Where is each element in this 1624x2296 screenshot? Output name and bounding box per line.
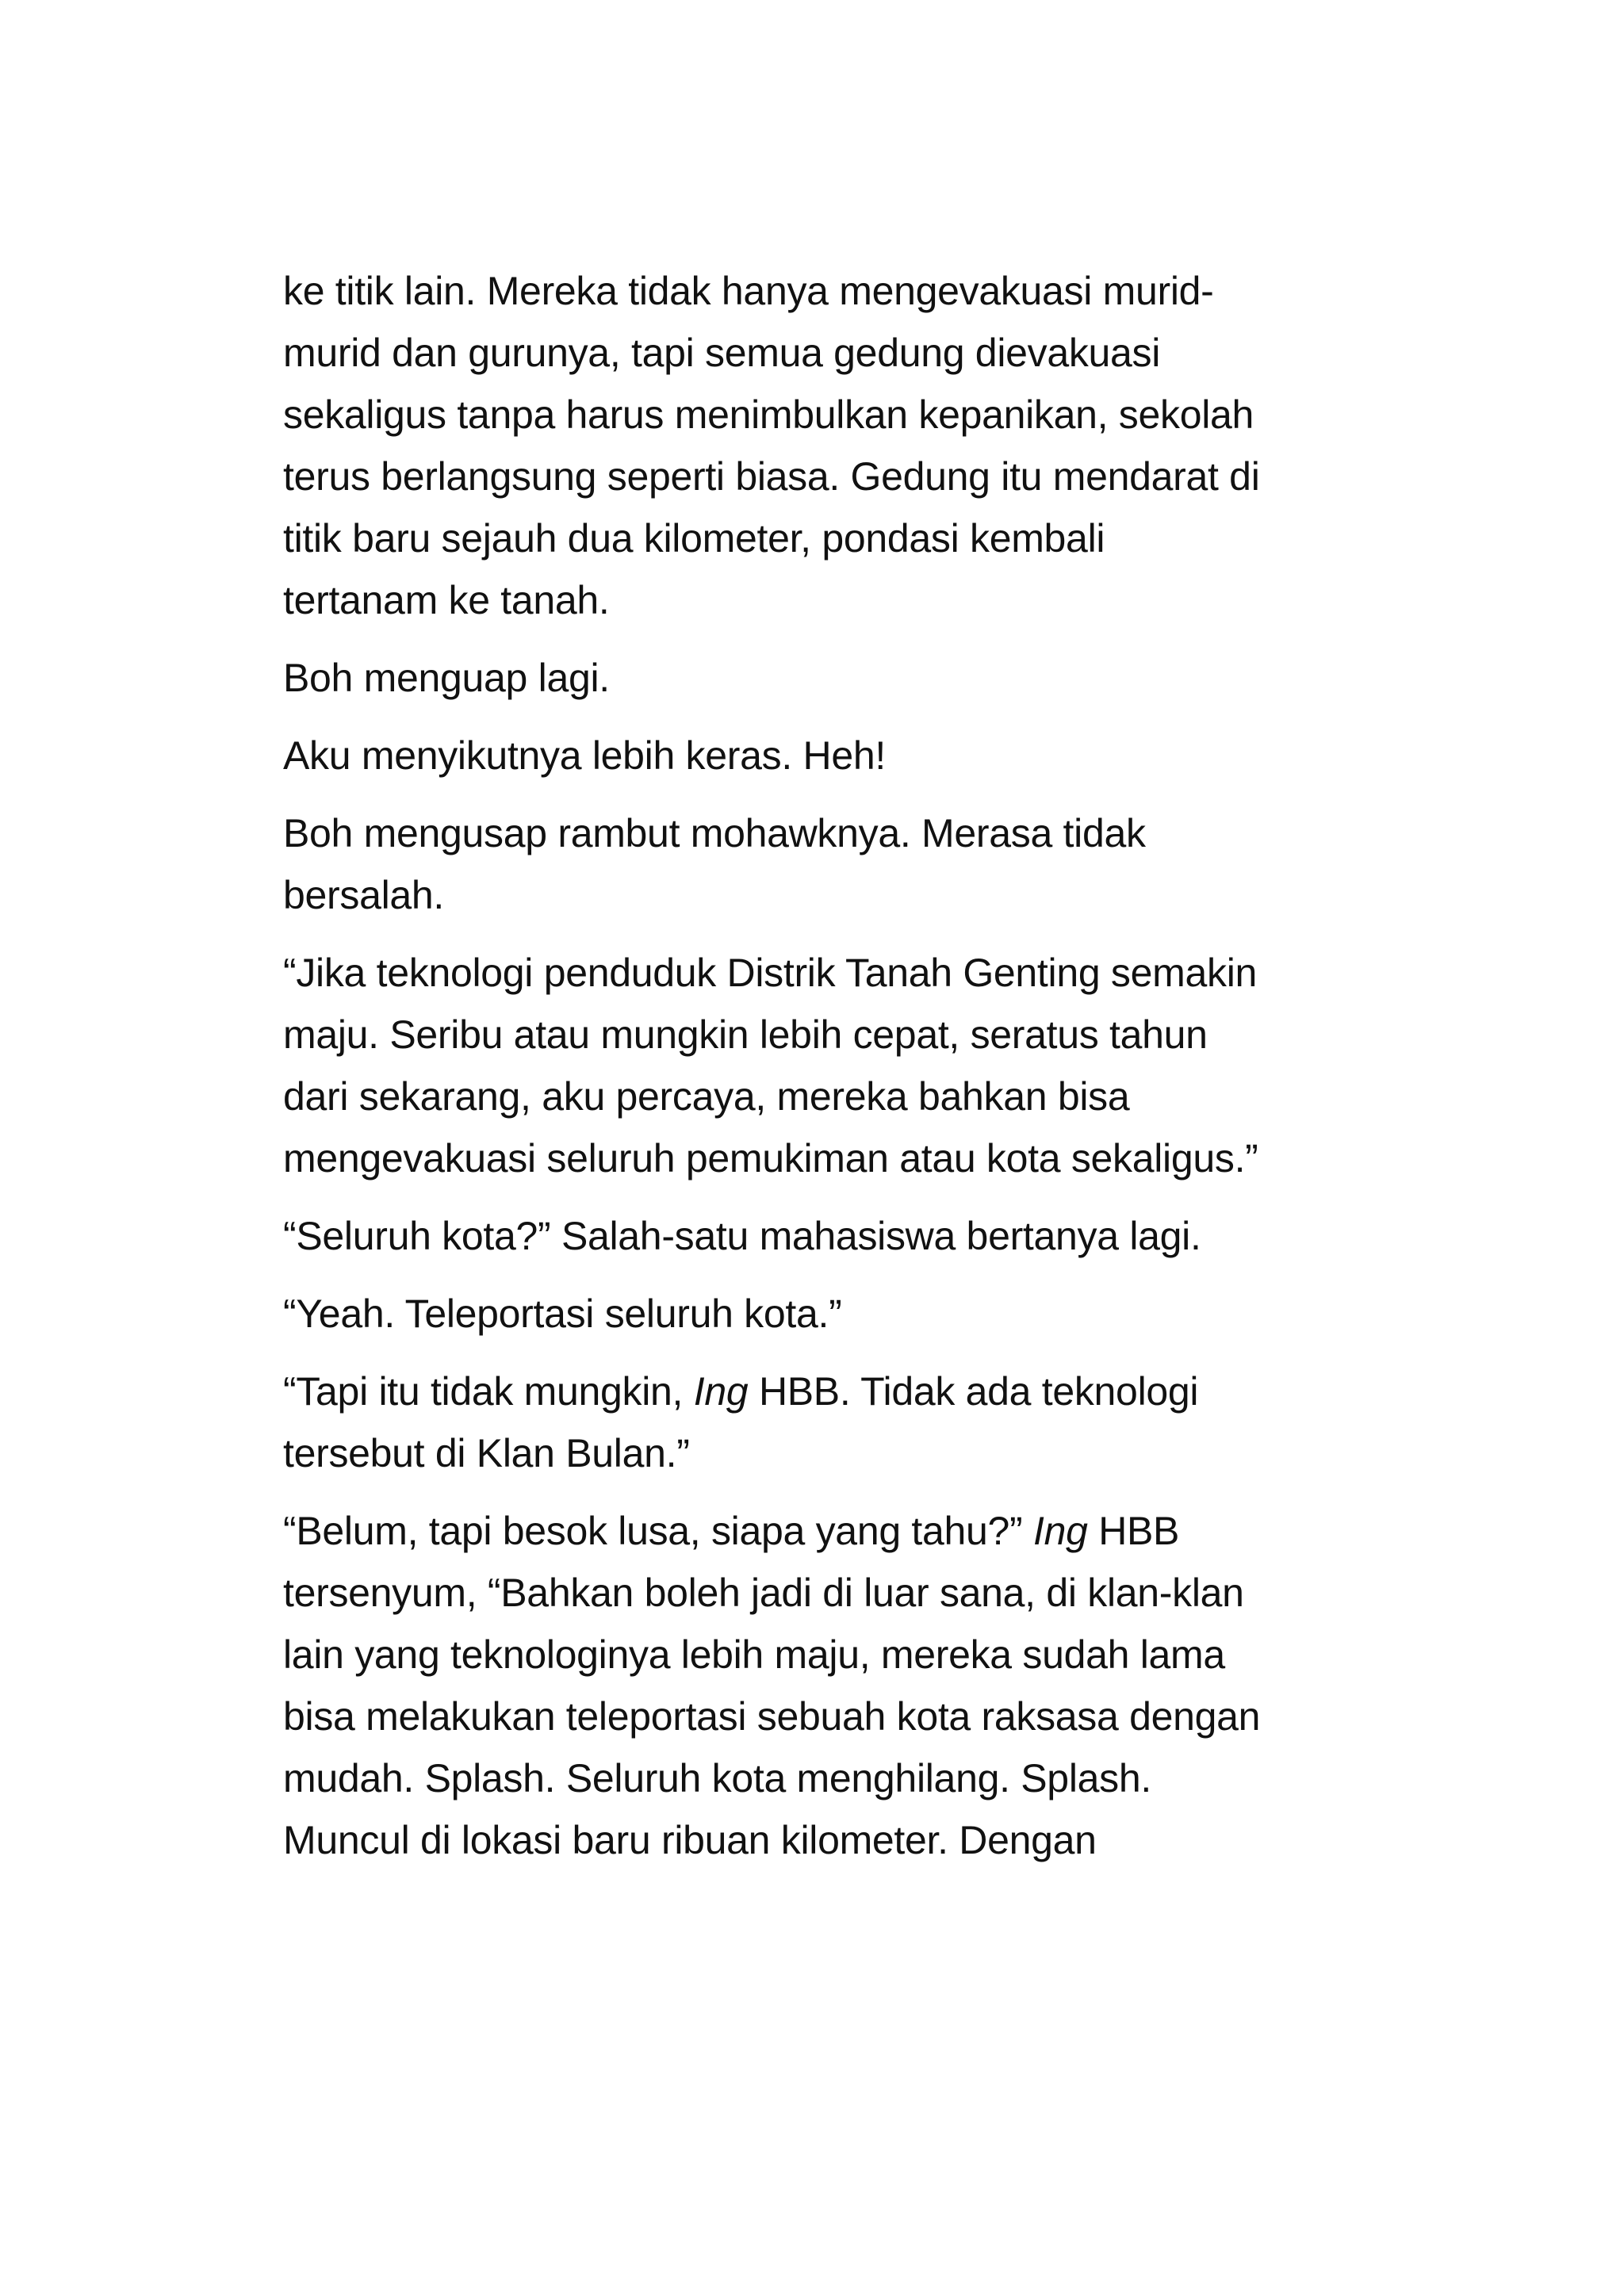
body-text [283,260,1369,1887]
text-line: murid dan gurunya, tapi semua gedung dievakuasi [283,331,1161,375]
text-span: HBB. Tidak ada teknologi [748,1369,1199,1414]
paragraph [283,942,1369,1189]
paragraph [283,647,1369,709]
text-span: “Tapi itu tidak mungkin, [283,1369,694,1414]
text-line: mudah. Splash. Seluruh kota menghilang. Splash. [283,1756,1151,1800]
text-line [283,1360,1369,1422]
text-line: Aku menyikutnya lebih keras. Heh! [283,733,886,778]
paragraph [283,1360,1369,1484]
text-span: “Belum, tapi besok lusa, siapa yang tahu?” [283,1509,1033,1553]
text-line: Boh menguap lagi. [283,656,610,700]
text-line: tersebut di Klan Bulan.” [283,1431,690,1475]
text-line: titik baru sejauh dua kilometer, pondasi kembali [283,516,1105,561]
paragraph [283,1283,1369,1345]
text-line: “Seluruh kota?” Salah-satu mahasiswa bertanya lagi. [283,1214,1201,1258]
paragraph [283,725,1369,786]
paragraph [283,1205,1369,1267]
text-line: lain yang teknologinya lebih maju, mereka sudah lama [283,1632,1225,1677]
text-line: bisa melakukan teleportasi sebuah kota raksasa dengan [283,1694,1261,1739]
text-line: Muncul di lokasi baru ribuan kilometer. Dengan [283,1818,1097,1862]
text-line [283,1500,1369,1562]
text-line: Boh mengusap rambut mohawknya. Merasa tidak [283,811,1146,855]
text-line: “Jika teknologi penduduk Distrik Tanah Genting semakin [283,951,1258,995]
paragraph [283,1500,1369,1871]
text-line: terus berlangsung seperti biasa. Gedung itu mendarat di [283,454,1260,499]
text-line: sekaligus tanpa harus menimbulkan kepanikan, sekolah [283,392,1254,437]
text-line: bersalah. [283,873,444,917]
text-span: HBB [1087,1509,1180,1553]
text-line: ke titik lain. Mereka tidak hanya mengevakuasi murid- [283,269,1214,313]
text-line: tersenyum, “Bahkan boleh jadi di luar sana, di klan-klan [283,1571,1244,1615]
italic-term: Ing [1033,1509,1088,1553]
paragraph [283,802,1369,926]
italic-term: Ing [693,1369,749,1414]
text-line: dari sekarang, aku percaya, mereka bahkan bisa [283,1074,1130,1119]
paragraph [283,260,1369,631]
text-line: “Yeah. Teleportasi seluruh kota.” [283,1292,842,1336]
text-line: mengevakuasi seluruh pemukiman atau kota sekaligus.” [283,1136,1258,1181]
text-line: maju. Seribu atau mungkin lebih cepat, seratus tahun [283,1012,1208,1057]
text-line: tertanam ke tanah. [283,578,610,622]
